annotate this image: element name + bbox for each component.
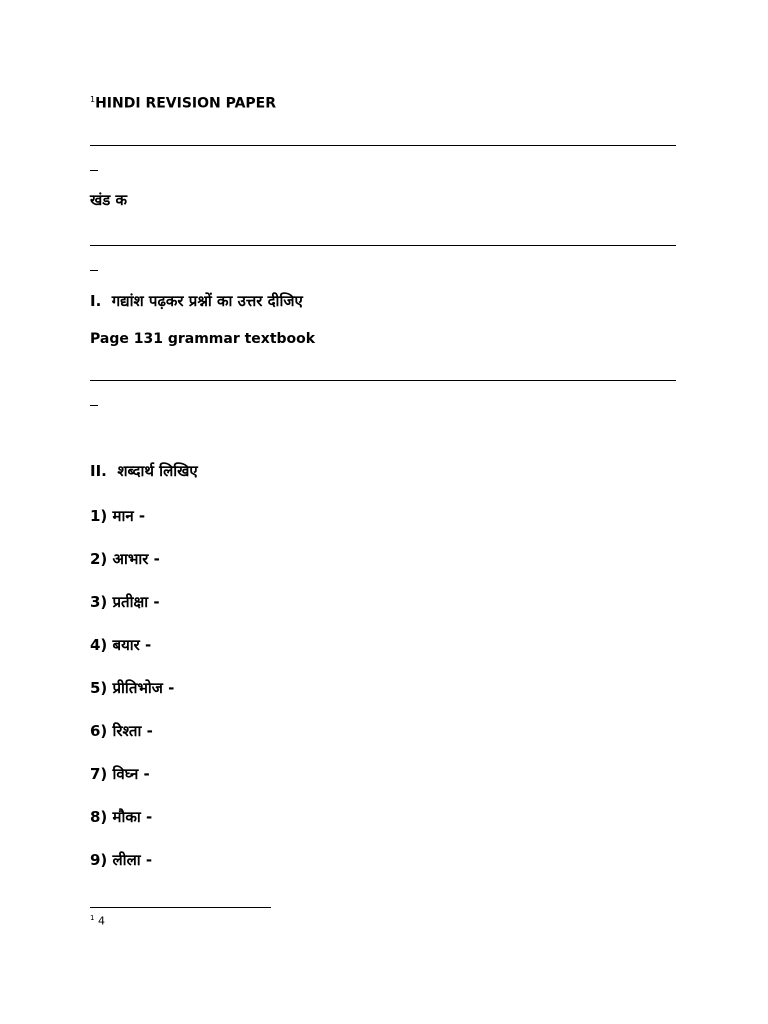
- question-2-text: शब्दार्थ लिखिए: [117, 462, 198, 480]
- word-item: 6) रिश्ता -: [90, 722, 153, 740]
- word-item: 8) मौका -: [90, 808, 153, 826]
- footnote-text: 4: [97, 914, 105, 928]
- word-item: 2) आभार -: [90, 550, 160, 568]
- question-1-heading: [90, 291, 303, 311]
- word-item: 7) विघ्न -: [90, 765, 150, 783]
- page-title: [90, 95, 276, 112]
- question-1-label: I.: [90, 292, 102, 310]
- separator-tail: [90, 170, 98, 171]
- section-heading: खंड क: [90, 191, 128, 209]
- word-item: 3) प्रतीक्षा -: [90, 593, 160, 611]
- separator-line: [90, 145, 676, 146]
- reference-text: Page 131 grammar textbook: [90, 331, 316, 347]
- separator-line: [90, 380, 676, 381]
- separator-tail: [90, 405, 98, 406]
- word-item: 1) मान -: [90, 507, 146, 525]
- separator-tail: [90, 270, 98, 271]
- word-item: 5) प्रीतिभोज -: [90, 679, 175, 697]
- footnote-marker: 1: [90, 914, 95, 922]
- question-2-label: II.: [90, 462, 107, 480]
- separator-line: [90, 245, 676, 246]
- footnote: [90, 914, 105, 928]
- title-text: HINDI REVISION PAPER: [95, 95, 277, 112]
- question-2-heading: [90, 461, 198, 481]
- title-footnote-marker: 1: [90, 95, 96, 104]
- question-1-text: गद्यांश पढ़कर प्रश्नों का उत्तर दीजिए: [111, 292, 303, 310]
- footnote-separator: [90, 907, 271, 908]
- word-item: 9) लीला -: [90, 851, 153, 869]
- word-item: 4) बयार -: [90, 636, 152, 654]
